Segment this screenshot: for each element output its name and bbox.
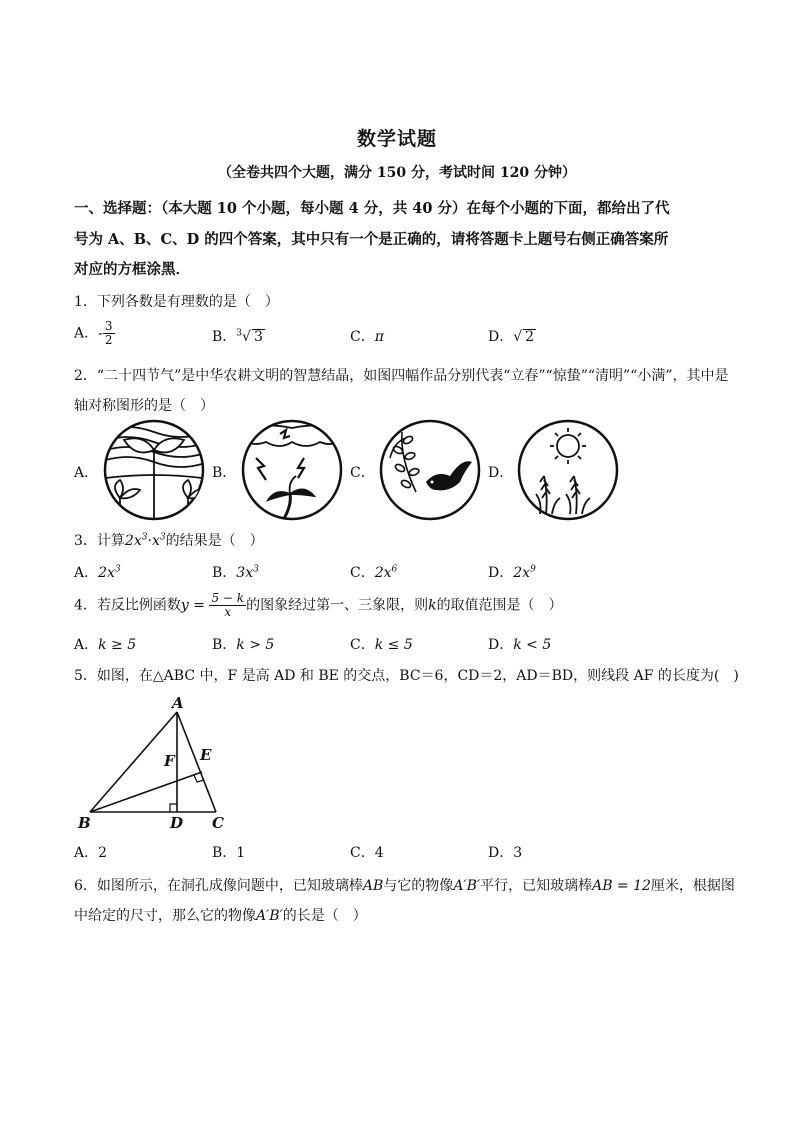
q3-exp1: 3 (141, 532, 148, 543)
q4-option-a (74, 634, 136, 654)
q5-c-value: 4 (374, 845, 384, 861)
q4-c-value: k ≤ 5 (374, 637, 413, 653)
q6-l1-mid2: 平行，已知玻璃棒 (480, 878, 593, 894)
q5-label-b: B (78, 814, 91, 832)
q4-eq: = (188, 597, 210, 614)
q3-a-coef: 2 (98, 565, 108, 581)
q5-label-f: F (164, 752, 175, 770)
page-title: 数学试题 (356, 128, 437, 150)
q5-c-label: C． (350, 845, 375, 861)
q3-b-var: x (245, 565, 254, 581)
q6-ab-eq: AB = 12 (592, 878, 651, 894)
q3-b-exp: 3 (253, 564, 259, 575)
q3-c-var: x (383, 565, 392, 581)
q5-label-d: D (170, 814, 184, 832)
section-instruction-line3: 对应的方框涂黑． (74, 261, 190, 278)
q3-c-coef: 2 (374, 565, 384, 581)
q3-b-label: B． (212, 565, 237, 581)
q3-d-exp: 9 (530, 564, 536, 575)
q2-d-label: D． (488, 465, 514, 481)
q3-a-label: A． (74, 565, 99, 581)
q3-stem (74, 530, 264, 550)
q1-c-label: C． (350, 329, 375, 345)
section-instruction-line1: 一、选择题：（本大题 10 个小题，每小题 4 分，共 40 分）在每个小题的下面，都给出了代 (74, 200, 670, 217)
q5-a-label: A． (74, 845, 99, 861)
q2-stem-line1: 2．“二十四节气”是中华农耕文明的智慧结晶，如图四幅作品分别代表“立春”“惊蛰”“清明”“小满”，其中是 (74, 368, 729, 384)
q3-a-exp: 3 (114, 564, 121, 575)
q6-ab: AB (362, 878, 384, 894)
q5-option-a (74, 842, 107, 862)
q3-option-c (350, 562, 397, 582)
q4-d-label: D． (488, 637, 514, 653)
q2-b-label: B． (212, 465, 237, 481)
q1-option-b: B．$^3$√ 3 (212, 328, 263, 345)
q2-figure-lichun (96, 418, 216, 522)
q5-d-value: 3 (513, 845, 523, 861)
q2-a-label: A． (74, 465, 99, 481)
q6-l2-post: 的长是（ ） (282, 908, 367, 924)
q2-figure-qingming (372, 418, 492, 522)
q1-b-label: B． (212, 329, 237, 345)
q5-option-c (350, 842, 384, 862)
q1-d-radicand: 2 (525, 329, 535, 345)
q4-stem-pre: 4．若反比例函数 (74, 597, 181, 614)
q3-c-label: C． (350, 565, 375, 581)
q4-num: 5 − k (211, 591, 245, 605)
q5-label-c: C (212, 814, 224, 832)
q6-l1-post: 厘米，根据图 (650, 878, 735, 894)
q4-b-value: k > 5 (236, 637, 275, 653)
q3-b-coef: 3 (236, 565, 246, 581)
q1-b-index: 3 (236, 328, 243, 339)
q4-k: k (428, 597, 437, 614)
q1-b-radicand: 3 (253, 329, 263, 345)
q5-option-d (488, 842, 522, 862)
q4-y: y (180, 597, 189, 614)
q3-option-d (488, 562, 536, 582)
q3-a-var: x (107, 565, 115, 581)
q1-d-label: D． (488, 329, 514, 345)
q5-label-a: A (172, 694, 184, 712)
q1-a-sign: - (98, 325, 103, 342)
q4-option-c (350, 634, 413, 654)
q4-fraction (209, 592, 246, 619)
q4-option-b (212, 634, 274, 654)
q4-a-label: A． (74, 637, 99, 653)
q4-a-value: k ≥ 5 (98, 637, 137, 653)
q5-b-value: 1 (236, 845, 246, 861)
q5-b-label: B． (212, 845, 237, 861)
q3-expr (125, 533, 166, 549)
q3-option-b (212, 562, 259, 582)
q3-d-coef: 2 (513, 565, 523, 581)
q6-l2-pre: 中给定的尺寸，那么它的物像 (74, 908, 256, 924)
q2-figure-jingzhe (234, 418, 354, 522)
q4-den: x (224, 605, 232, 619)
q3-dot: · (147, 533, 152, 549)
q6-l2-apbp: A′B′ (256, 908, 283, 924)
q5-label-e: E (200, 746, 212, 764)
q3-d-var: x (522, 565, 531, 581)
q4-stem-mid: 的图象经过第一、三象限，则 (246, 597, 429, 614)
section-instruction-line2: 号为 A、B、C、D 的四个答案，其中只有一个是正确的，请将答题卡上题号右侧正确答案所 (74, 231, 669, 248)
q1-a-den: 2 (104, 333, 113, 347)
q2-stem-line2: 轴对称图形的是（ ） (74, 398, 214, 414)
q1-option-c (350, 326, 384, 346)
q2-c-label: C． (350, 465, 375, 481)
q3-d-label: D． (488, 565, 514, 581)
q6-stem-line2 (74, 905, 367, 925)
q1-stem: 1．下列各数是有理数的是（ ） (74, 294, 279, 310)
q4-d-value: k < 5 (513, 637, 552, 653)
q1-option-a (74, 320, 115, 347)
q4-c-label: C． (350, 637, 375, 653)
q1-c-value: π (374, 329, 384, 345)
q1-a-num: 3 (104, 319, 113, 333)
page-subtitle: （全卷共四个大题，满分 150 分，考试时间 120 分钟） (218, 165, 576, 181)
q3-coef: 2 (124, 533, 134, 549)
q6-l1-mid: 与它的物像 (383, 878, 454, 894)
q5-triangle-figure (70, 692, 240, 832)
q5-option-b (212, 842, 245, 862)
q3-exp2: 3 (159, 532, 166, 543)
q4-option-d (488, 634, 551, 654)
q3-option-a (74, 562, 121, 582)
q4-stem (74, 592, 563, 619)
q3-var2: x (151, 533, 160, 549)
q4-b-label: B． (212, 637, 237, 653)
q2-figure-xiaoman (510, 418, 630, 522)
q1-a-fraction (103, 320, 115, 347)
q3-c-exp: 6 (391, 564, 398, 575)
q3-stem-post: 的结果是（ ） (165, 533, 264, 549)
q1-a-label: A． (74, 325, 99, 342)
q3-var1: x (133, 533, 142, 549)
q1-option-d: D．√ 2 (488, 329, 535, 345)
q6-l1-pre: 6．如图所示，在洞孔成像问题中，已知玻璃棒 (74, 878, 363, 894)
q6-apbp: A′B′ (453, 878, 481, 894)
q6-stem-line1 (74, 875, 735, 895)
q5-d-label: D． (488, 845, 514, 861)
q5-a-value: 2 (98, 845, 108, 861)
q3-stem-pre: 3．计算 (74, 533, 125, 549)
q5-stem: 5．如图，在△ABC 中，F 是高 AD 和 BE 的交点，BC＝6，CD＝2，AD＝BD，则线段 AF 的长度为( ) (74, 668, 739, 684)
q4-stem-post: 的取值范围是（ ） (436, 597, 563, 614)
